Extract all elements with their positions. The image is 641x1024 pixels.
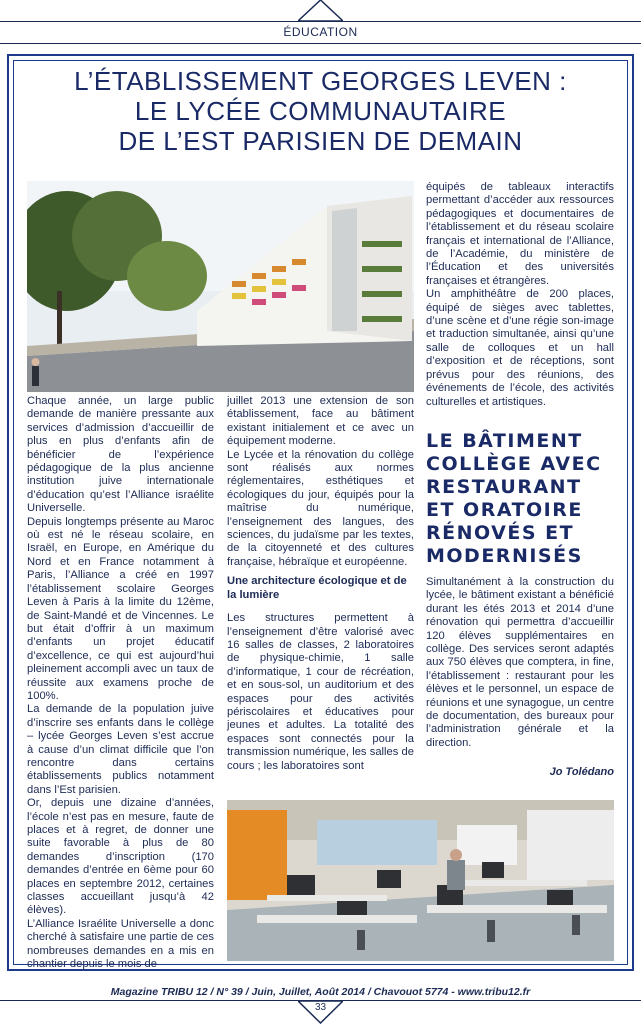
paragraph: juillet 2013 une extension de son établissement, face au bâtiment existant initialement et ce avec un équipement moderne. xyxy=(227,395,414,448)
article-column-3-continued xyxy=(426,576,614,750)
section-subheading: Une architecture écologique et de la lumière xyxy=(227,575,407,601)
section-heading-line: RÉNOVÉS ET xyxy=(426,522,575,544)
article-column-3 xyxy=(426,181,614,409)
author-signature: Jo Tolédano xyxy=(549,766,614,778)
headline-line-2: LE LYCÉE COMMUNAUTAIRE xyxy=(134,96,507,126)
headline-line-3: DE L’EST PARISIEN DE DEMAIN xyxy=(118,126,523,156)
section-heading xyxy=(426,430,621,568)
article-column-1 xyxy=(27,395,214,971)
paragraph: L’Alliance Israélite Universelle a donc cherché à satisfaire une partie de ces nombreuses demandes en a mis en chantier depuis le mois de xyxy=(27,917,214,971)
paragraph: équipés de tableaux interactifs permettant d’accéder aux ressources pédagogiques et documentaires de l’établissement et du réseau scolaire français et international de l’Alliance, de l’Académie, du ministère de l’Éducation et des universités françaises et étrangères. xyxy=(426,181,614,287)
header-triangle-ornament xyxy=(298,0,343,22)
paragraph: La demande de la population juive d’inscrire ses enfants dans le collège – lycée Georges Leven s’est accrue à cause d’un climat difficile que l’on rencontre dans certains établissements publics notamment dans l’Est parisien. xyxy=(27,703,214,796)
header-rule-bottom xyxy=(0,43,641,44)
footer-publication: Magazine TRIBU 12 / N° 39 / Juin, Juillet, Août 2014 / Chavouot 5774 - www.tribu12.fr xyxy=(110,986,531,998)
paragraph: Les structures permettent à l’enseignement d’être valorisé avec 16 salles de classes, 2 laboratoires de physique-chimie, 1 salle d’informatique, 1 cour de récréation, et en sous-sol, un auditorium et des espaces pour des activités périscolaires et éducatives pour jeunes et adultes. La totalité des espaces sont connectés pour la transmission numérique, les salles de cours ; les laboratoires sont xyxy=(227,612,414,772)
paragraph: Depuis longtemps présente au Maroc où est né le réseau scolaire, en Israël, en Europe, en Amérique du Nord et en France notamment à Paris, l’Alliance a créé en 1997 l’établissement scolaire Georges Leven à Paris à la limite du 12ème, de Saint-Mandé et de Vincennes. Le but était d’offrir à un maximum d’enfants un projet éducatif d’excellence, ce qui est aujourd’hui pleinement accompli avec un taux de réussite aux examens proche de 100%. xyxy=(27,515,214,702)
paragraph: Le Lycée et la rénovation du collège sont réalisés aux normes réglementaires, esthétiques et écologiques du jour, équipés pour la maîtrise du numérique, l’enseignement des langues, des sciences, du judaïsme par les textes, de la citoyenneté et des cultures française, hébraïque et européenne. xyxy=(227,448,414,568)
headline-line-1: L’ÉTABLISSEMENT GEORGES LEVEN : xyxy=(74,66,567,96)
section-heading-line: ET ORATOIRE xyxy=(426,499,583,521)
section-label: ÉDUCATION xyxy=(283,25,358,39)
paragraph: Un amphithéâtre de 200 places, équipé de sièges avec tablettes, d’une scène et d’une régie son-image et traduction simultanée, ainsi qu’une salle de colloques et un hall d’exposition et de réceptions, sont prévus pour des réunions, des événements de l’école, des activités culturelles et artistiques. xyxy=(426,288,614,408)
laboratory-photo xyxy=(227,800,614,961)
article-column-2 xyxy=(227,395,414,773)
building-exterior-photo xyxy=(27,181,414,392)
section-heading-line: RESTAURANT xyxy=(426,476,582,498)
section-heading-line: LE BÂTIMENT xyxy=(426,430,583,452)
page-number: 33 xyxy=(314,1002,327,1013)
paragraph: Or, depuis une dizaine d’années, l’école n’est pas en mesure, faute de places et à regret, de donner une suite favorable à plus de 80 demandes d’inscription (170 demandes d’entrée en 6ème pour 60 places en septembre 2012, certaines classes accueillant jusqu’à 42 élèves). xyxy=(27,797,214,917)
section-heading-line: MODERNISÉS xyxy=(426,545,583,567)
paragraph: Simultanément à la construction du lycée, le bâtiment existant a bénéficié durant les étés 2013 et 2014 d’une rénovation qui permettra d’accueillir 120 élèves supplémentaires en collège. Des services seront adaptés aux 750 élèves que comptera, in fine, l’établissement : restaurant pour les élèves et le personnel, un espace de réunions et une synagogue, un centre de documentation, des bureaux pour l’administration générale et la direction. xyxy=(426,576,614,749)
paragraph: Chaque année, un large public demande de manière pressante aux services d’admission d’accueillir de plus en plus d’enfants afin de bénéficier de l’expérience pédagogique de la plus ancienne institution juive internationale d’éducation qu’est l’Alliance israélite Universelle. xyxy=(27,395,214,515)
section-heading-line: COLLÈGE AVEC xyxy=(426,453,602,475)
